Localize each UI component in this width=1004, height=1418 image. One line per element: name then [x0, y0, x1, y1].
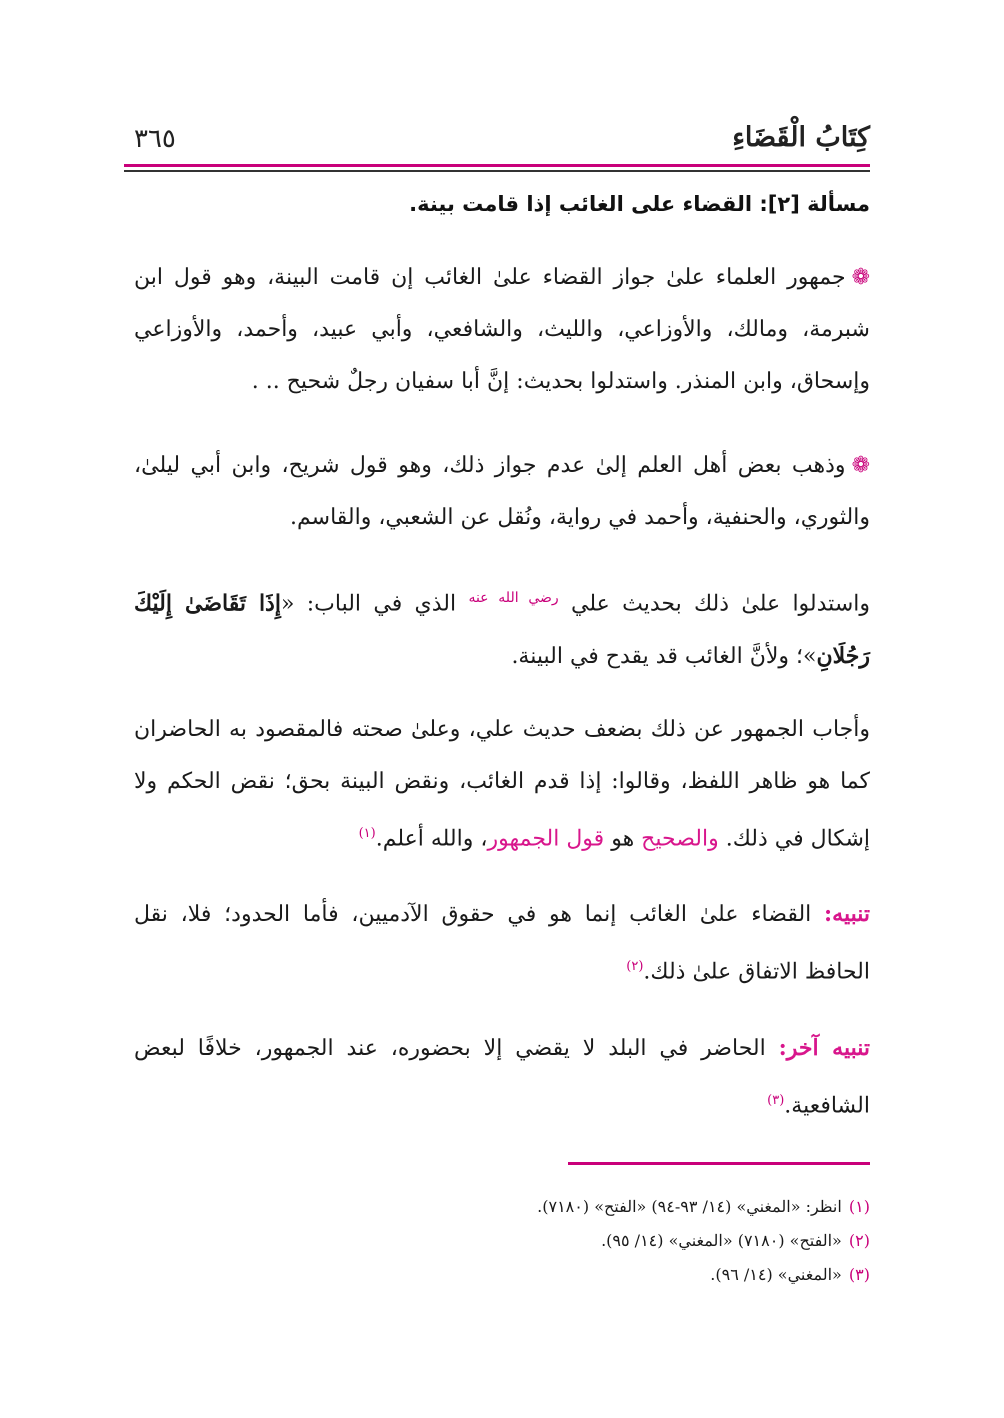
paragraph-text: هو: [611, 826, 635, 852]
sahih-label: والصحيح: [641, 826, 719, 852]
header-rule-dark: [124, 170, 870, 172]
honorific-mark: رضي الله عنه: [468, 590, 559, 606]
paragraph-text: الحاضر في البلد لا يقضي إلا بحضوره، عند الجمهور، خلافًا لبعض الشافعية.: [134, 1036, 870, 1119]
footnote-ref[interactable]: (١): [358, 826, 376, 841]
footnote-ref[interactable]: (٣): [767, 1093, 785, 1108]
book-page: [134, 0, 870, 1418]
note-label: تنبيه:: [824, 901, 870, 927]
flower-icon: ❁: [851, 265, 870, 290]
page-number: ٣٦٥: [134, 124, 176, 154]
paragraph-text: جمهور العلماء علىٰ جواز القضاء علىٰ الغائب إن قامت البينة، وهو قول ابن شبرمة، ومالك، والأوزاعي، والليث، والشافعي، وأبي عبيد، وأحمد، والأوزاعي وإسحاق، وابن المنذر. واستدلوا بحديث: إنَّ أبا سفيان رجلٌ شحيح .. .: [134, 265, 870, 394]
paragraph-text: الذي في الباب: «: [280, 591, 457, 617]
hadith-quote: إِذَا تَقَاضَىٰ إِلَيْكَ رَجُلَانِ: [134, 590, 870, 670]
paragraph-text: القضاء علىٰ الغائب إنما هو في حقوق الآدميين، فأما الحدود؛ فلا، نقل الحافظ الاتفاق علىٰ ذلك.: [134, 902, 870, 985]
paragraph-minority-view: [134, 440, 870, 544]
paragraph-text: واستدلوا علىٰ ذلك بحديث علي: [571, 591, 870, 617]
page-header: [134, 122, 870, 162]
paragraph-text: وذهب بعض أهل العلم إلىٰ عدم جواز ذلك، وهو قول شريح، وابن أبي ليلىٰ، والثوري، والحنفية، وأحمد في رواية، ونُقل عن الشعبي، والقاسم.: [134, 453, 870, 530]
paragraph-text: »؛ ولأنَّ الغائب قد يقدح في البينة.: [511, 644, 817, 670]
paragraph-majority-view: [134, 252, 870, 408]
paragraph-evidence: [134, 572, 870, 683]
preferred-opinion: قول الجمهور: [487, 826, 605, 852]
footnote-number: (٢): [848, 1231, 870, 1250]
paragraph-text: وأجاب الجمهور عن ذلك بضعف حديث علي، وعلىٰ صحته فالمقصود به الحاضران كما هو ظاهر اللفظ، وقالوا: إذا قدم الغائب، ونقض البينة بحق؛ نقض الحكم ولا إشكال في ذلك.: [134, 717, 870, 852]
issue-title: مسألة [٢]: القضاء على الغائب إذا قامت بينة.: [409, 192, 870, 216]
paragraph-response: [134, 704, 870, 865]
footnote-number: (٣): [848, 1265, 870, 1284]
note-label: تنبيه آخر:: [778, 1035, 870, 1061]
footnote-ref[interactable]: (٢): [626, 959, 644, 974]
footnote-text: «المغني» (١٤/ ٩٦).: [710, 1265, 842, 1284]
footnote-item: [134, 1190, 870, 1224]
book-title: كِتَابُ الْقَضَاءِ: [732, 122, 870, 153]
footnote-item: [134, 1224, 870, 1258]
footnotes: [134, 1190, 870, 1292]
footnote-number: (١): [848, 1197, 870, 1216]
flower-icon: ❁: [851, 453, 870, 478]
paragraph-note: [134, 888, 870, 998]
header-rule-accent: [124, 164, 870, 167]
footnote-item: [134, 1258, 870, 1292]
paragraph-another-note: [134, 1022, 870, 1132]
footnote-text: انظر: «المغني» (١٤/ ٩٣-٩٤) «الفتح» (٧١٨٠).: [537, 1197, 842, 1216]
paragraph-text: ، والله أعلم.: [375, 826, 488, 852]
footnote-text: «الفتح» (٧١٨٠) «المغني» (١٤/ ٩٥).: [601, 1231, 842, 1250]
footnote-separator: [568, 1162, 870, 1165]
